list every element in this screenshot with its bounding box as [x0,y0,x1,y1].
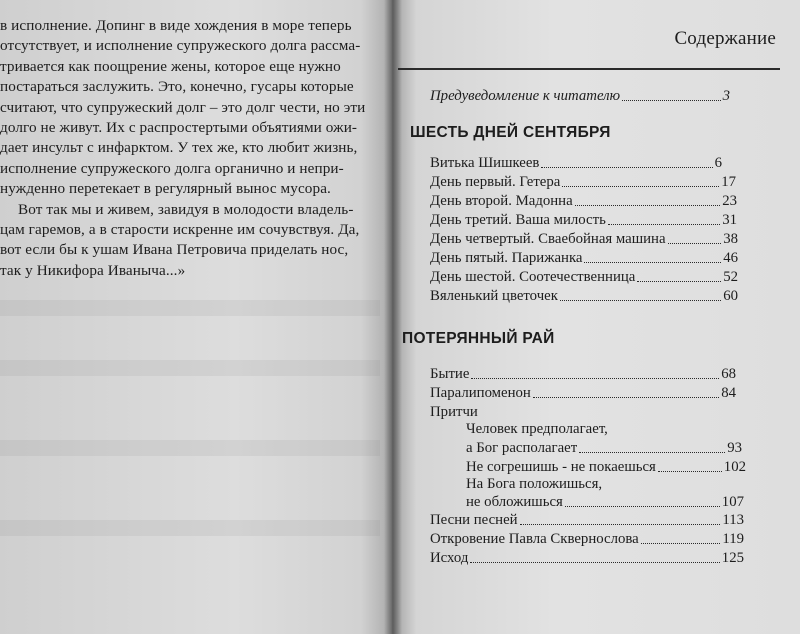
text-line: так у Никифора Иваныча...» [0,261,186,279]
text-line: Вот так мы и живем, завидуя в молодости владель- [18,200,354,218]
toc-entry-title: Песни песней [430,512,518,528]
toc-leader [533,397,719,398]
toc-entry[interactable] [430,155,722,172]
toc-entry-title: Исход [430,550,469,566]
toc-leader [565,506,720,507]
toc-entry[interactable] [430,174,736,191]
toc-leader [471,378,719,379]
toc-entry[interactable] [430,288,738,305]
toc-leader [470,562,719,563]
toc-entry[interactable] [466,440,742,457]
toc-entry-title: Паралипоменон [430,385,531,401]
header-rule [398,68,780,70]
toc-leader [637,281,721,282]
bleed-through [0,440,380,456]
text-line: нужденно перетекает в регулярный вынос мусора. [0,180,331,198]
toc-entry-title-line: Человек предполагает, [466,421,608,437]
toc-entry-title: День первый. Гетера [430,174,561,190]
bleed-through [0,360,380,376]
toc-leader [622,100,721,101]
toc-entry[interactable] [430,193,737,210]
toc-entry-title: День четвертый. Свaебойная машина [430,231,666,247]
toc-entry-page: 93 [727,440,742,456]
toc-leader [584,262,721,263]
bleed-through [0,520,380,536]
left-page [0,0,392,634]
toc-entry[interactable] [430,231,738,248]
toc-entry[interactable] [430,550,744,567]
toc-leader [579,452,725,453]
toc-leader [575,205,721,206]
toc-entry-page: 6 [714,155,722,171]
toc-entry-title: Витька Шишкеев [430,155,540,171]
toc-leader [562,186,719,187]
toc-entry-title: День второй. Мадонна [430,193,573,209]
toc-entry-preface[interactable] [430,88,730,105]
toc-entry-title: не обложишься [466,494,563,510]
text-line: тривается как поощрение жены, которое еще нужно [0,57,341,75]
toc-entry-title: Не согрешишь - не покаешься [466,459,656,475]
toc-entry[interactable] [430,531,744,548]
text-line: цам гаремов, а в старости искренне им сочувствуя. Да, [0,221,360,239]
toc-entry-page: 46 [723,250,738,266]
toc-entry-page: 60 [723,288,738,304]
toc-leader [641,543,721,544]
toc-entry[interactable] [430,385,736,402]
section-title: ПОТЕРЯННЫЙ РАЙ [402,330,555,347]
toc-entry-page: 102 [723,459,746,475]
section-title: ШЕСТЬ ДНЕЙ СЕНТЯБРЯ [410,124,611,141]
toc-entry-page: 52 [723,269,738,285]
toc-entry-page: 68 [721,366,736,382]
toc-leader [560,300,721,301]
toc-entry-title: День пятый. Парижанка [430,250,583,266]
bleed-through [0,300,380,316]
toc-entry-title-line: На Бога положишься, [466,476,603,492]
toc-entry-page: 119 [722,531,744,547]
toc-entry-title: День третий. Ваша милость [430,212,606,228]
toc-entry[interactable] [466,459,746,476]
toc-leader [520,524,721,525]
text-line: вот если бы к ушам Ивана Петровича приделать нос, [0,241,349,259]
text-line: исполнение супружеского долга органично и непри- [0,159,344,177]
toc-entry-page: 23 [722,193,737,209]
toc-entry-title: а Бог располагает [466,440,578,456]
toc-entry-page: 84 [721,385,736,401]
toc-entry[interactable] [430,269,738,286]
text-line: считают, что супружеский долг – это долг чести, но эти [0,98,366,116]
text-line: постараться заслужить. Это, конечно, гусары которые [0,78,354,96]
toc-entry-page: 125 [721,550,744,566]
text-line: в исполнение. Допинг в виде хождения в море теперь [0,17,352,34]
left-page-text [0,16,380,281]
toc-entry[interactable] [466,494,744,511]
toc-entry-page: 107 [721,494,744,510]
toc-leader [658,471,722,472]
toc-entry-page: 17 [721,174,736,190]
toc-entry-page: 38 [723,231,738,247]
toc-group-label: Притчи [430,404,478,420]
toc-entry-title: Вяленький цветочек [430,288,558,304]
toc-entry[interactable] [430,512,744,529]
text-line: дает инсульт с инфарктом. У тех же, кто любит жизнь, [0,139,358,157]
toc-leader [668,243,722,244]
toc-entry-page: 31 [722,212,737,228]
text-line: отсутствует, и исполнение супружеского долга рассма- [0,37,361,55]
toc-entry-title: День шестой. Соотечественница [430,269,636,285]
toc-entry-page: 113 [722,512,744,528]
toc-entry-title: Предуведомление к читателю [430,88,621,104]
toc-leader [541,167,712,168]
running-head: Содержание [674,28,776,49]
toc-entry[interactable] [430,212,737,229]
toc-entry[interactable] [430,366,736,383]
toc-leader [608,224,720,225]
toc-entry-page: 3 [722,88,730,104]
book-gutter [384,0,402,634]
text-line: долго не живут. Их с распростертыми объятиями ожи- [0,119,358,137]
toc-entry-title: Бытие [430,366,470,382]
toc-entry[interactable] [430,250,738,267]
toc-entry-title: Откровение Павла Сквернослова [430,531,639,547]
